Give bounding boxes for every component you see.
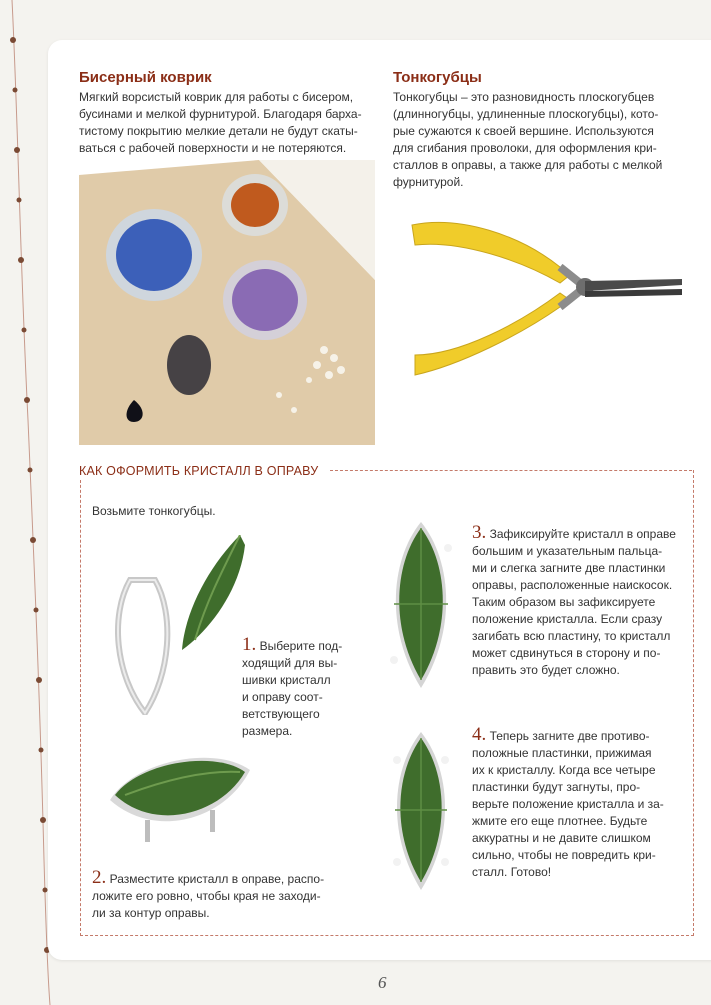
step4-line-3: их к кристаллу. Когда все четыре [472, 763, 656, 777]
step4-block [472, 726, 664, 881]
step3-photo [380, 520, 462, 690]
step2-line-2: ложите его ровно, чтобы края не заходи- [92, 889, 321, 903]
mat-line-4: ваться с рабочей поверхности и не потеряются. [79, 141, 347, 155]
step1-number: 1. [242, 634, 257, 655]
pliers-photo [400, 205, 690, 395]
step4-line-2: положные пластинки, прижимая [472, 746, 652, 760]
step3-line-6: положение кристалла. Если сразу [472, 612, 663, 626]
step4-line-4: пластинки будут загнуты, про- [472, 780, 641, 794]
step1-line-6: размера. [242, 724, 293, 738]
howto-title: КАК ОФОРМИТЬ КРИСТАЛЛ В ОПРАВУ [79, 464, 324, 478]
step4-line-5: верьте положение кристалла и за- [472, 797, 664, 811]
step4-line-6: жмите его еще плотнее. Будьте [472, 814, 648, 828]
step2-number: 2. [92, 867, 107, 888]
bead-mat-photo [79, 160, 375, 445]
pliers-title: Тонкогубцы [393, 69, 482, 86]
step1-line-5: ветствующего [242, 707, 320, 721]
step1-photo [100, 535, 250, 715]
mat-line-1: Мягкий ворсистый коврик для работы с бисером, [79, 90, 354, 104]
pliers-line-5: сталлов в оправы, а также для работы с мелкой [393, 158, 663, 172]
step4-line-8: сильно, чтобы не повредить кри- [472, 848, 656, 862]
howto-intro: Возьмите тонкогубцы. [92, 504, 216, 518]
step3-line-5: Таким образом вы зафиксируете [472, 595, 656, 609]
pliers-line-2: (длинногубцы, удлиненные плоскогубцы), кото- [393, 107, 659, 121]
step3-line-4: оправы, расположенные наискосок. [472, 578, 673, 592]
step4-photo [382, 730, 460, 892]
step3-line-2: большим и указательным пальца- [472, 544, 663, 558]
step3-line-3: ми и слегка загните две пластинки [472, 561, 666, 575]
step3-line-7: загибать всю пластину, то кристалл [472, 629, 671, 643]
step3-line-8: может сдвинуться в сторону и по- [472, 646, 661, 660]
step2-block [92, 869, 324, 922]
mat-title: Бисерный коврик [79, 69, 212, 86]
step1-line-2: ходящий для вы- [242, 656, 338, 670]
step4-line-7: аккуратны и не давите слишком [472, 831, 651, 845]
step4-line-1: Теперь загните две противо- [489, 729, 650, 743]
page-number: 6 [378, 973, 387, 992]
step1-line-1: Выберите под- [259, 639, 343, 653]
step2-photo [105, 740, 255, 850]
pliers-line-4: для сгибания проволоки, для оформления кри- [393, 141, 657, 155]
step2-line-1: Разместите кристалл в оправе, распо- [109, 872, 325, 886]
pliers-line-3: рые сужаются к своей вершине. Используются [393, 124, 654, 138]
step3-block [472, 524, 676, 679]
mat-line-2: бусинами и мелкой фурнитурой. Благодаря барха- [79, 107, 362, 121]
step4-line-9: сталл. Готово! [472, 865, 552, 879]
step3-number: 3. [472, 522, 487, 543]
step1-line-4: и оправу соот- [242, 690, 323, 704]
step1-line-3: шивки кристалл [242, 673, 331, 687]
step3-line-1: Зафиксируйте кристалл в оправе [489, 527, 676, 541]
mat-line-3: тистому покрытию мелкие детали не будут скаты- [79, 124, 358, 138]
step2-line-3: ли за контур оправы. [92, 906, 210, 920]
step4-number: 4. [472, 724, 487, 745]
pliers-line-1: Тонкогубцы – это разновидность плоскогубцев [393, 90, 655, 104]
step3-line-9: править это будет сложно. [472, 663, 620, 677]
step1-block [242, 636, 342, 740]
pliers-line-6: фурнитурой. [393, 175, 464, 189]
howto-frame-top [330, 470, 692, 471]
